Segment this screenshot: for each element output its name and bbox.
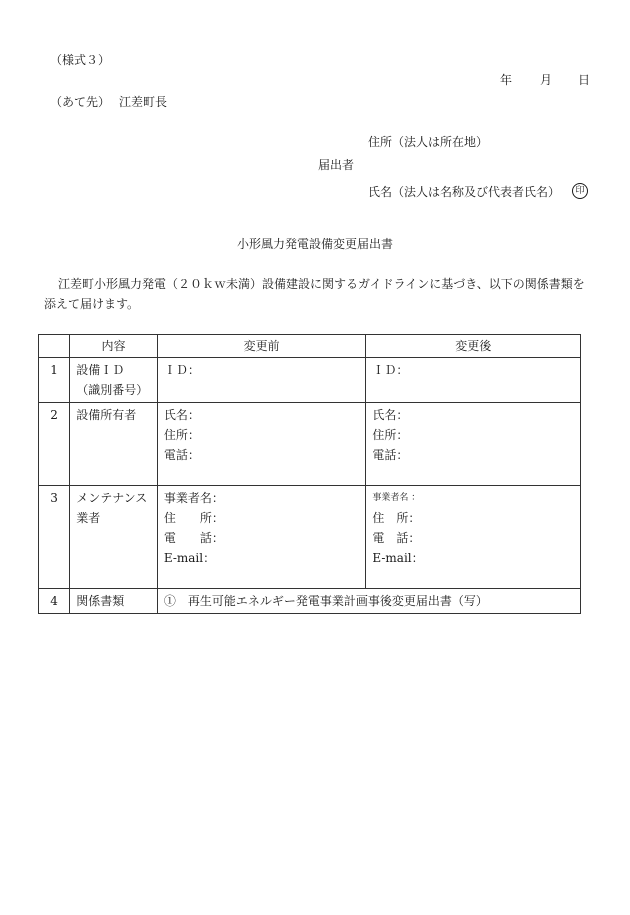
item-line: （識別番号） <box>76 383 149 397</box>
item-line: 設備所有者 <box>76 408 137 422</box>
field-label: E-mail： <box>372 551 424 565</box>
date-month-label: 月 <box>540 73 553 87</box>
notifier-address-label: 住所（法人は所在地） <box>368 135 489 149</box>
field-label: 事業者名 ： <box>372 493 421 503</box>
table-row <box>39 589 581 614</box>
row-number: 1 <box>39 358 70 403</box>
table-row <box>39 403 581 486</box>
item-cell <box>70 486 158 589</box>
form-number: （様式３） <box>50 53 111 67</box>
before-cell[interactable] <box>157 486 366 589</box>
before-cell[interactable] <box>157 358 366 403</box>
seal-mark-icon: 印 <box>572 183 588 199</box>
before-cell[interactable] <box>157 403 366 486</box>
addressee-prefix: （あて先） <box>50 95 111 109</box>
field-label: 氏名： <box>163 408 200 422</box>
after-cell[interactable] <box>366 486 581 589</box>
after-cell[interactable] <box>366 358 581 403</box>
item-cell <box>70 589 158 614</box>
item-line: 設備ＩＤ <box>76 363 125 377</box>
header-content: 内容 <box>70 335 158 358</box>
after-cell[interactable] <box>366 403 581 486</box>
change-table <box>38 334 581 614</box>
header-after: 変更後 <box>366 335 581 358</box>
attached-document: ① 再生可能エネルギー発電事業計画事後変更届出書（写） <box>163 594 488 608</box>
document-title: 小形風力発電設備変更届出書 <box>236 237 393 251</box>
table-row <box>39 486 581 589</box>
documents-cell <box>157 589 580 614</box>
item-line: メンテナンス <box>76 491 148 505</box>
field-label: E-mail： <box>163 551 216 565</box>
addressee-name: 江差町長 <box>119 95 168 109</box>
header-before: 変更前 <box>157 335 366 358</box>
field-label: 電 話： <box>163 531 224 545</box>
field-label: ＩＤ： <box>163 363 200 377</box>
item-cell <box>70 358 158 403</box>
row-number: 4 <box>39 589 70 614</box>
item-line: 業者 <box>76 511 101 525</box>
header-number <box>39 335 70 358</box>
row-number: 2 <box>39 403 70 486</box>
field-label: 住所： <box>372 428 409 442</box>
table-row <box>39 358 581 403</box>
row-number: 3 <box>39 486 70 589</box>
item-line: 関係書類 <box>76 594 125 608</box>
field-label: ＩＤ： <box>372 363 409 377</box>
field-label: 住所： <box>163 428 200 442</box>
date-year-label: 年 <box>500 73 513 87</box>
item-cell <box>70 403 158 486</box>
document-body: 江差町小形風力発電（２０ｋｗ未満）設備建設に関するガイドラインに基づき、以下の関係書類を添えて届けます。 <box>44 277 585 311</box>
notifier-name-label: 氏名（法人は名称及び代表者氏名） <box>368 185 561 199</box>
date-day-label: 日 <box>578 73 591 87</box>
table-header-row <box>39 335 581 358</box>
field-label: 電 話： <box>372 531 421 545</box>
field-label: 住 所： <box>163 511 224 525</box>
notifier-label: 届出者 <box>318 158 355 172</box>
field-label: 電話： <box>372 448 409 462</box>
field-label: 電話： <box>163 448 200 462</box>
field-label: 住 所： <box>372 511 421 525</box>
field-label: 氏名： <box>372 408 409 422</box>
field-label: 事業者名： <box>163 491 224 505</box>
